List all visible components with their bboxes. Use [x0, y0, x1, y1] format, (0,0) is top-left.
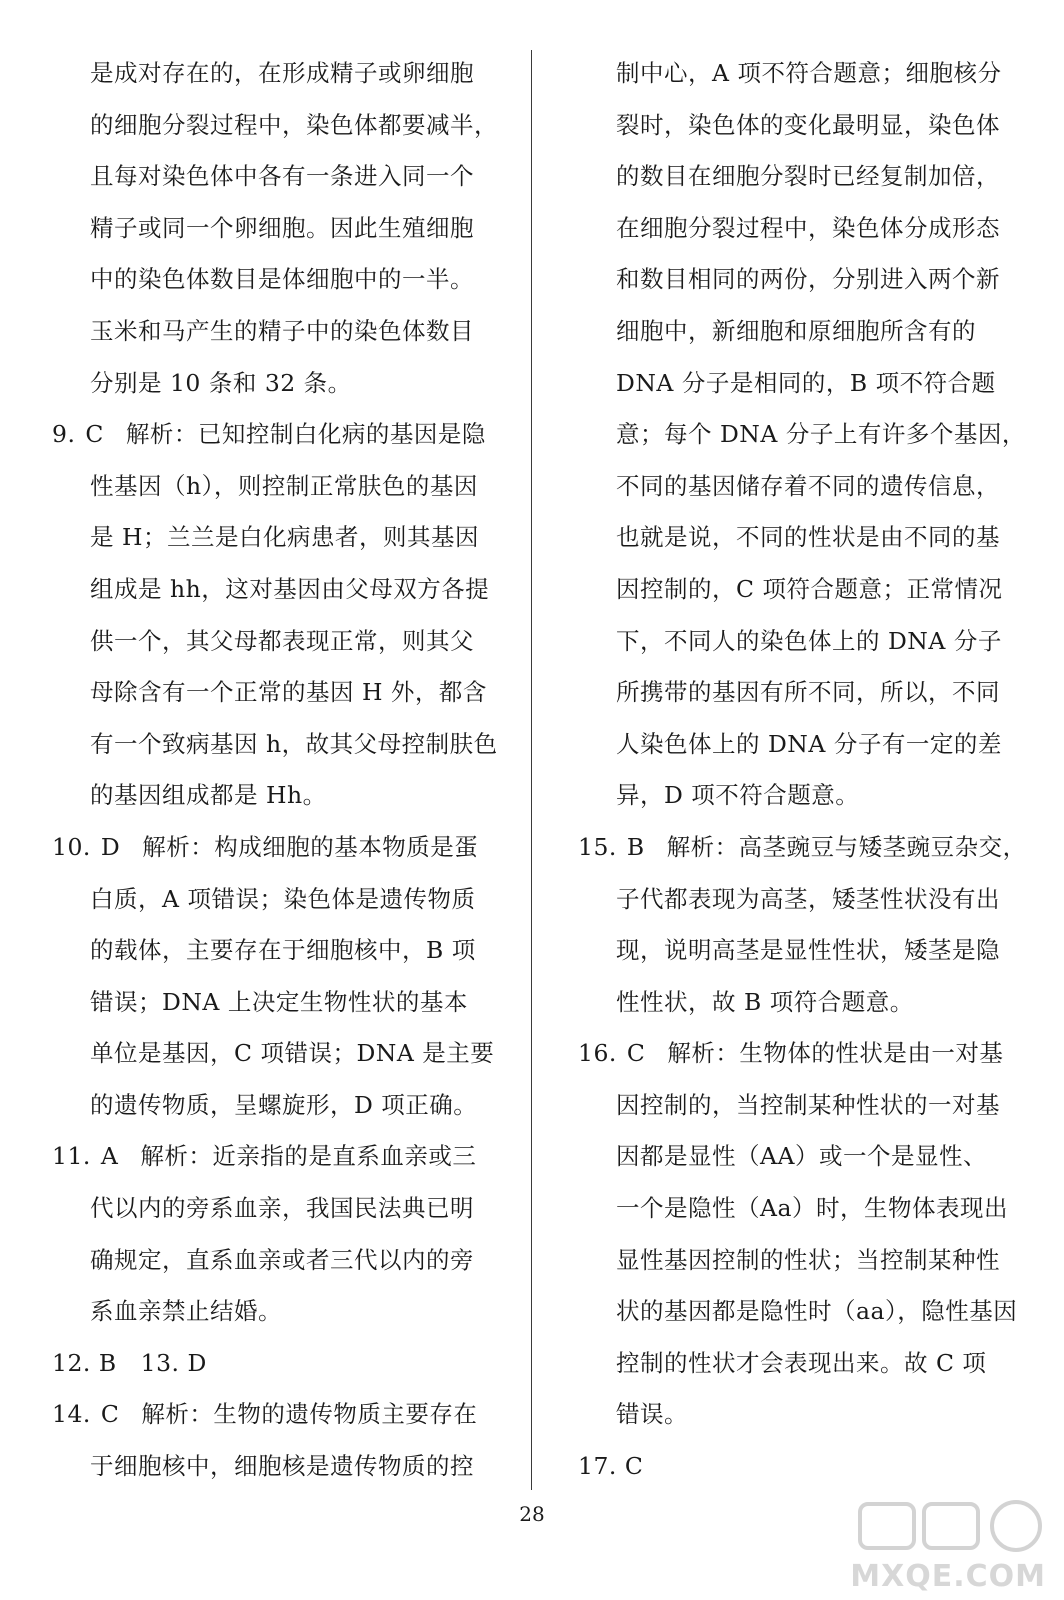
text-line: 子代都表现为高茎，矮茎性状没有出: [616, 884, 1000, 913]
text-line: 因都是显性（AA）或一个是显性、: [616, 1142, 987, 1171]
answer-line: 12. B 13. D: [52, 1348, 207, 1377]
text-line: 白质，A 项错误；染色体是遗传物质: [90, 884, 476, 913]
question-number: 9.: [52, 420, 76, 449]
text-line: 所携带的基因有所不同，所以，不同: [616, 678, 1000, 707]
text-line: 因控制的，当控制某种性状的一对基: [616, 1090, 1000, 1119]
text-line: 性基因（h），则控制正常肤色的基因: [90, 471, 478, 500]
text-line: 单位是基因，C 项错误；DNA 是主要: [90, 1039, 495, 1068]
answer-letter: C: [626, 1039, 646, 1068]
explanation-text: 解析：已知控制白化病的基因是隐: [125, 420, 486, 449]
text-line: 是成对存在的，在形成精子或卵细胞: [90, 59, 474, 87]
answer-line: 17. C: [578, 1452, 644, 1481]
question-number: 15.: [578, 832, 617, 861]
explanation-text: 解析：生物体的性状是由一对基: [667, 1039, 1004, 1068]
text-line: 组成是 hh，这对基因由父母双方各提: [90, 574, 490, 603]
text-line: 现，说明高茎是显性性状，矮茎是隐: [616, 936, 1000, 965]
text-line: 裂时，染色体的变化最明显，染色体: [616, 110, 1000, 139]
answer-letter: C: [85, 420, 104, 449]
text-line: 意；每个 DNA 分子上有许多个基因，: [616, 420, 1026, 449]
text-line: 母除含有一个正常的基因 H 外，都含: [90, 678, 487, 707]
page-number: 28: [519, 1502, 545, 1526]
text-line: 状的基因都是隐性时（aa），隐性基因: [616, 1297, 1018, 1326]
text-line: 人染色体上的 DNA 分子有一定的差: [616, 729, 1002, 758]
text-line: 错误；DNA 上决定生物性状的基本: [90, 987, 468, 1016]
question-line: [578, 1028, 1008, 1080]
text-line: 在细胞分裂过程中，染色体分成形态: [616, 213, 1000, 242]
text-line: 且每对染色体中各有一条进入同一个: [90, 162, 474, 191]
text-line: 系血亲禁止结婚。: [90, 1297, 282, 1326]
watermark-domain: MXQE.COM: [850, 1559, 1046, 1594]
text-line: 控制的性状才会表现出来。故 C 项: [616, 1348, 987, 1377]
explanation-text: 解析：近亲指的是直系血亲或三: [140, 1142, 477, 1171]
question-number: 10.: [52, 832, 91, 861]
explanation-text: 解析：高茎豌豆与矮茎豌豆杂交，: [666, 832, 1027, 861]
left-column: [52, 48, 502, 1493]
right-column: [578, 48, 1027, 1493]
text-line: 的数目在细胞分裂时已经复制加倍，: [616, 162, 1000, 191]
explanation-text: 解析：构成细胞的基本物质是蛋: [142, 832, 479, 861]
text-line: 分别是 10 条和 32 条。: [90, 368, 352, 397]
text-line: 性性状，故 B 项符合题意。: [616, 987, 914, 1016]
watermark-logo-icon: [856, 1498, 1046, 1554]
text-line: 确规定，直系血亲或者三代以内的旁: [90, 1245, 474, 1274]
text-line: 不同的基因储存着不同的遗传信息，: [616, 471, 1000, 500]
text-line: 中的染色体数目是体细胞中的一半。: [90, 265, 474, 294]
text-line: 有一个致病基因 h，故其父母控制肤色: [90, 729, 498, 758]
text-line: 于细胞核中，细胞核是遗传物质的控: [90, 1452, 474, 1481]
explanation-text: 解析：生物的遗传物质主要存在: [141, 1400, 478, 1429]
text-line: 下，不同人的染色体上的 DNA 分子: [616, 626, 1002, 655]
text-line: 也就是说，不同的性状是由不同的基: [616, 523, 1000, 552]
question-line: [578, 822, 1027, 874]
question-line: [52, 1389, 502, 1441]
text-line: 精子或同一个卵细胞。因此生殖细胞: [90, 213, 474, 242]
text-line: 制中心，A 项不符合题意；细胞核分: [616, 59, 1002, 87]
text-line: 的载体，主要存在于细胞核中，B 项: [90, 936, 476, 965]
column-divider: [531, 50, 532, 1490]
text-line: 的细胞分裂过程中，染色体都要减半，: [90, 110, 498, 139]
text-line: 一个是隐性（Aa）时，生物体表现出: [616, 1194, 1008, 1223]
answer-letter: B: [626, 832, 645, 861]
text-line: 和数目相同的两份，分别进入两个新: [616, 265, 1000, 294]
text-line: 的遗传物质，呈螺旋形，D 项正确。: [90, 1090, 478, 1119]
question-line: [52, 822, 502, 874]
answer-letter: D: [100, 832, 121, 861]
watermark: [850, 1498, 1046, 1594]
text-line: 因控制的，C 项符合题意；正常情况: [616, 574, 1003, 603]
text-line: 玉米和马产生的精子中的染色体数目: [90, 316, 474, 345]
text-line: 细胞中，新细胞和原细胞所含有的: [616, 316, 976, 345]
question-line: [52, 409, 502, 461]
question-line: [52, 1131, 502, 1183]
answer-letter: A: [100, 1142, 119, 1171]
text-line: 的基因组成都是 Hh。: [90, 781, 327, 810]
answer-letter: C: [100, 1400, 120, 1429]
question-number: 14.: [52, 1400, 91, 1429]
question-number: 11.: [52, 1142, 91, 1171]
text-line: 错误。: [616, 1400, 688, 1429]
question-number: 16.: [578, 1039, 617, 1068]
text-line: 异，D 项不符合题意。: [616, 781, 860, 810]
text-line: 供一个，其父母都表现正常，则其父: [90, 626, 474, 655]
text-line: DNA 分子是相同的，B 项不符合题: [616, 368, 996, 397]
text-line: 代以内的旁系血亲，我国民法典已明: [90, 1194, 474, 1223]
text-line: 是 H；兰兰是白化病患者，则其基因: [90, 523, 479, 552]
text-line: 显性基因控制的性状；当控制某种性: [616, 1245, 1000, 1274]
